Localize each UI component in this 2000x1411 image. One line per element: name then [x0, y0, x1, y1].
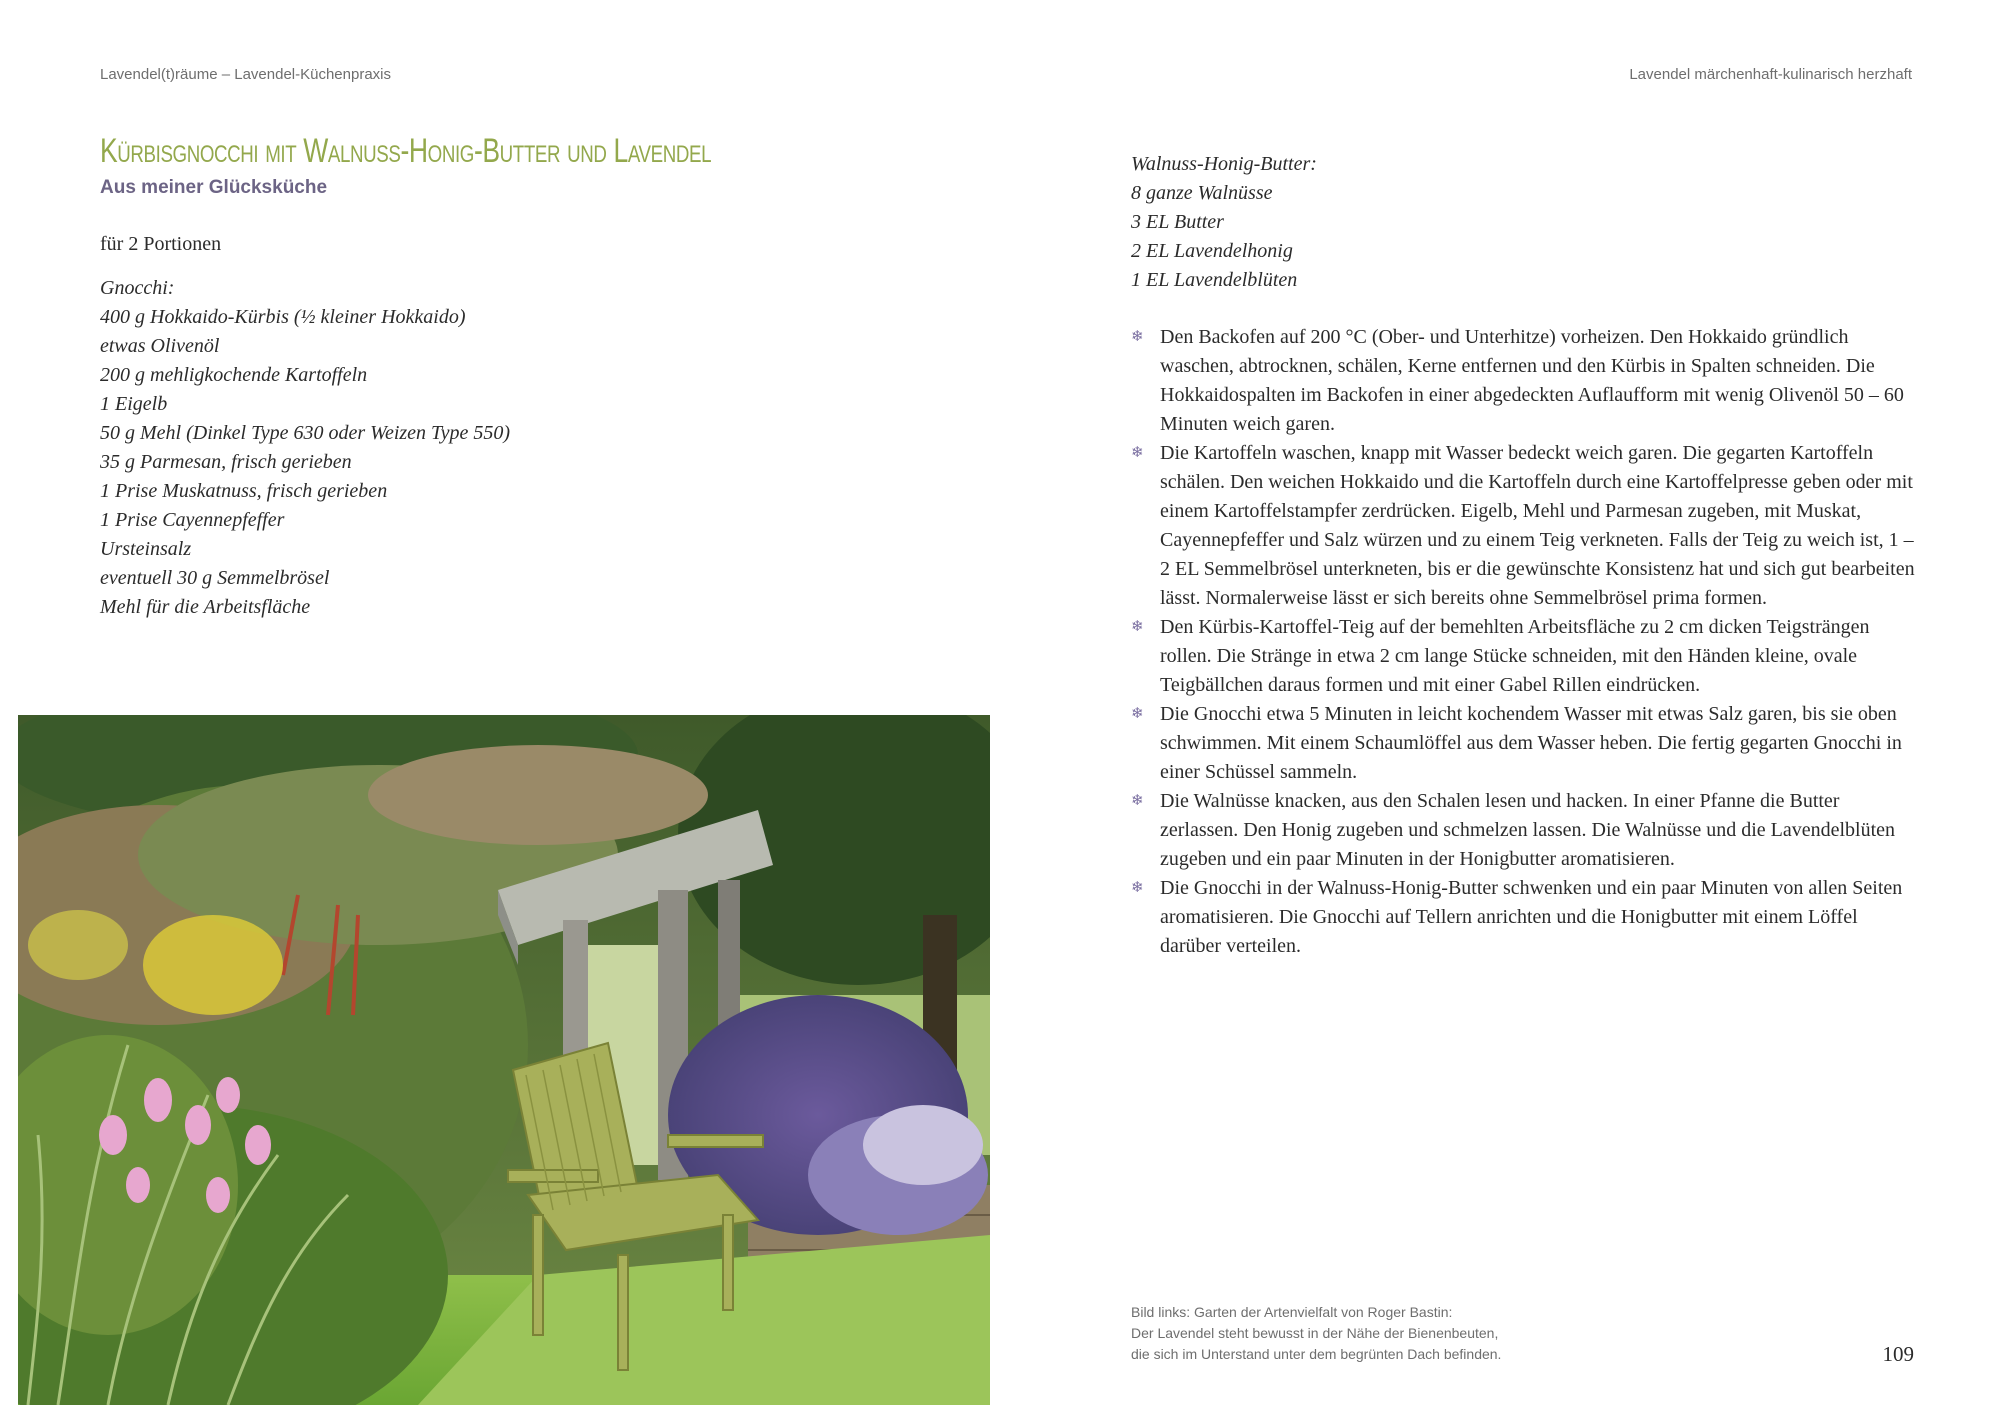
- garden-photo: [18, 715, 990, 1405]
- page-number: 109: [1882, 1342, 1914, 1366]
- step-text: Die Kartoffeln waschen, knapp mit Wasser bedeckt weich garen. Die gegarten Kartoffeln schälen. Den weichen Hokkaido und die Kartoffeln durch eine Kartoffelpresse geben oder mit einem Kartoffelstampfer zerdrücken. Eigelb, Mehl und Parmesan zugeben, mit Muskat, Cayennepfeffer und Salz würzen und zu einem Teig verkneten. Falls der Teig zu weich ist, 1 – 2 EL Semmelbrösel unterkneten, bis er die gewünschte Konsistenz hat und sich gut bearbeiten lässt. Normalerweise lässt er sich bereits ohne Semmelbrösel prima formen.: [1160, 442, 1915, 609]
- ingredient-line: 8 ganze Walnüsse: [1131, 182, 1273, 204]
- method-column: [1131, 150, 1915, 961]
- caption-line: Bild links: Garten der Artenvielfalt von Roger Bastin:: [1131, 1304, 1453, 1320]
- ingredient-line: 200 g mehligkochende Kartoffeln: [100, 364, 368, 386]
- ingredient-line: 2 EL Lavendelhonig: [1131, 240, 1293, 262]
- caption-line: die sich im Unterstand unter dem begrünten Dach befinden.: [1131, 1346, 1502, 1362]
- ingredient-line: Mehl für die Arbeitsfläche: [100, 596, 311, 618]
- step-text: Die Walnüsse knacken, aus den Schalen lesen und hacken. In einer Pfanne die Butter zerlassen. Den Honig zugeben und schmelzen lassen. Die Walnüsse und die Lavendelblüten zugeben und ein paar Minuten in der Honigbutter aromatisieren.: [1160, 790, 1896, 870]
- snowflake-bullet-icon: ❄: [1131, 619, 1144, 635]
- running-head-right: Lavendel märchenhaft-kulinarisch herzhaft: [1629, 66, 1912, 83]
- ingredient-line: 1 Prise Cayennepfeffer: [100, 509, 285, 531]
- step-4: [1131, 700, 1915, 787]
- photo-caption: [1131, 1302, 1691, 1365]
- gnocchi-heading: Gnocchi:: [100, 277, 175, 299]
- ingredient-line: Ursteinsalz: [100, 538, 192, 560]
- portions: für 2 Portionen: [100, 233, 222, 255]
- step-2: [1131, 439, 1915, 613]
- snowflake-bullet-icon: ❄: [1131, 793, 1144, 809]
- step-text: Die Gnocchi etwa 5 Minuten in leicht kochendem Wasser mit etwas Salz garen, bis sie oben schwimmen. Mit einem Schaumlöffel aus dem Wasser heben. Die fertig gegarten Gnocchi in einer Schüssel sammeln.: [1160, 703, 1902, 783]
- snowflake-bullet-icon: ❄: [1131, 445, 1144, 461]
- snowflake-bullet-icon: ❄: [1131, 329, 1144, 345]
- step-1: [1131, 323, 1915, 439]
- ingredient-line: 1 Prise Muskatnuss, frisch gerieben: [100, 480, 388, 502]
- butter-ingredients: [1131, 150, 1915, 295]
- ingredient-line: 35 g Parmesan, frisch gerieben: [100, 451, 352, 473]
- ingredient-line: eventuell 30 g Semmelbrösel: [100, 567, 330, 589]
- ingredient-line: etwas Olivenöl: [100, 335, 220, 357]
- snowflake-bullet-icon: ❄: [1131, 706, 1144, 722]
- running-head-left: Lavendel(t)räume – Lavendel-Küchenpraxis: [100, 66, 392, 83]
- step-3: [1131, 613, 1915, 700]
- ingredient-line: 1 EL Lavendelblüten: [1131, 269, 1298, 291]
- ingredient-line: 400 g Hokkaido-Kürbis (½ kleiner Hokkaido): [100, 306, 466, 328]
- step-text: Den Kürbis-Kartoffel-Teig auf der bemehlten Arbeitsfläche zu 2 cm dicken Teigsträngen rollen. Die Stränge in etwa 2 cm lange Stücke schneiden, mit den Händen kleine, ovale Teigbällchen daraus formen und mit einer Gabel Rillen eindrücken.: [1160, 616, 1870, 696]
- gnocchi-ingredients: [100, 274, 960, 622]
- butter-heading: Walnuss-Honig-Butter:: [1131, 153, 1317, 175]
- preparation-steps: [1131, 323, 1915, 961]
- ingredients-column: [100, 132, 960, 622]
- recipe-title: Kürbisgnocchi mit Walnuss-Honig-Butter und Lavendel: [100, 132, 712, 170]
- snowflake-bullet-icon: ❄: [1131, 880, 1144, 896]
- ingredient-line: 1 Eigelb: [100, 393, 168, 415]
- step-6: [1131, 874, 1915, 961]
- step-text: Die Gnocchi in der Walnuss-Honig-Butter schwenken und ein paar Minuten von allen Seiten aromatisieren. Die Gnocchi auf Tellern anrichten und die Honigbutter mit einem Löffel darüber verteilen.: [1160, 877, 1903, 957]
- step-text: Den Backofen auf 200 °C (Ober- und Unterhitze) vorheizen. Den Hokkaido gründlich waschen, abtrocknen, schälen, Kerne entfernen und den Kürbis in Spalten schneiden. Die Hokkaidospalten im Backofen in einer abgedeckten Auflaufform mit wenig Olivenöl 50 – 60 Minuten weich garen.: [1160, 326, 1904, 435]
- ingredient-line: 50 g Mehl (Dinkel Type 630 oder Weizen Type 550): [100, 422, 511, 444]
- recipe-subtitle: Aus meiner Glücksküche: [100, 177, 328, 198]
- caption-line: Der Lavendel steht bewusst in der Nähe der Bienenbeuten,: [1131, 1325, 1499, 1341]
- ingredient-line: 3 EL Butter: [1131, 211, 1224, 233]
- step-5: [1131, 787, 1915, 874]
